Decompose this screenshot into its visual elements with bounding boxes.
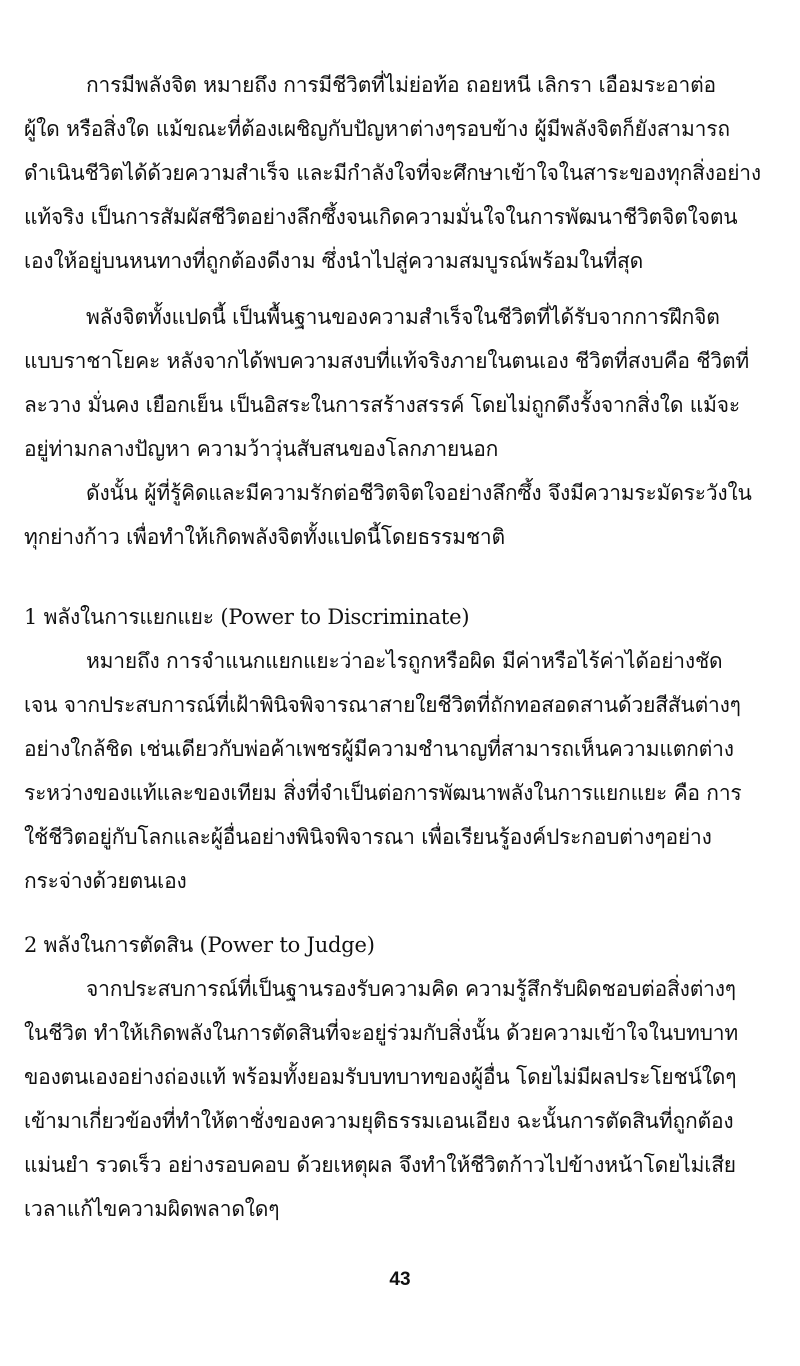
section-1-line-1: หมายถึง การจำแนกแยกแยะว่าอะไรถูกหรือผิด มีค่าหรือไร้ค่าได้อย่างชัด [86,649,723,673]
paragraph-2-line-1: พลังจิตทั้งแปดนี้ เป็นพื้นฐานของความสำเร็จในชีวิตที่ได้รับจากการฝึกจิต [86,305,720,329]
section-1-line-6: กระจ่างด้วยตนเอง [24,869,187,893]
section-2-line-3: ของตนเองอย่างถ่องแท้ พร้อมทั้งยอมรับบทบาทของผู้อื่น โดยไม่มีผลประโยชน์ใดๆ [24,1065,737,1089]
section-1-line-2: เจน จากประสบการณ์ที่เฝ้าพินิจพิจารณาสายใยชีวิตที่ถักทอสอดสานด้วยสีสันต่างๆ [24,693,741,717]
paragraph-2-line-4: อยู่ท่ามกลางปัญหา ความว้าวุ่นสับสนของโลกภายนอก [24,437,499,461]
paragraph-1-line-4: แท้จริง เป็นการสัมผัสชีวิตอย่างลึกซึ้งจนเกิดความมั่นใจในการพัฒนาชีวิตจิตใจตน [24,205,738,229]
section-2-line-4: เข้ามาเกี่ยวข้องที่ทำให้ตาชั่งของความยุติธรรมเอนเอียง ฉะนั้นการตัดสินที่ถูกต้อง [24,1109,734,1133]
paragraph-3-line-2: ทุกย่างก้าว เพื่อทำให้เกิดพลังจิตทั้งแปดนี้โดยธรรมชาติ [24,525,505,549]
section-1-line-5: ใช้ชีวิตอยู่กับโลกและผู้อื่นอย่างพินิจพิจารณา เพื่อเรียนรู้องค์ประกอบต่างๆอย่าง [24,825,712,849]
section-1-line-3: อย่างใกล้ชิด เช่นเดียวกับพ่อค้าเพชรผู้มีความชำนาญที่สามารถเห็นความแตกต่าง [24,737,734,761]
paragraph-1-line-3: ดำเนินชีวิตได้ด้วยความสำเร็จ และมีกำลังใจที่จะศึกษาเข้าใจในสาระของทุกสิ่งอย่าง [24,161,761,185]
section-1-heading: 1 พลังในการแยกแยะ (Power to Discriminate) [24,605,470,629]
paragraph-1-line-2: ผู้ใด หรือสิ่งใด แม้ขณะที่ต้องเผชิญกับปัญหาต่างๆรอบข้าง ผู้มีพลังจิตก็ยังสามารถ [24,117,730,141]
page-number: 43 [389,1269,411,1290]
section-2-line-2: ในชีวิต ทำให้เกิดพลังในการตัดสินที่จะอยู่ร่วมกับสิ่งนั้น ด้วยความเข้าใจในบทบาท [24,1021,739,1045]
section-2-heading: 2 พลังในการตัดสิน (Power to Judge) [24,933,375,957]
section-2-line-6: เวลาแก้ไขความผิดพลาดใดๆ [24,1197,280,1221]
section-2-line-1: จากประสบการณ์ที่เป็นฐานรองรับความคิด ความรู้สึกรับผิดชอบต่อสิ่งต่างๆ [86,977,736,1001]
section-2-line-5: แม่นยำ รวดเร็ว อย่างรอบคอบ ด้วยเหตุผล จึงทำให้ชีวิตก้าวไปข้างหน้าโดยไม่เสีย [24,1153,736,1177]
paragraph-2-line-2: แบบราชาโยคะ หลังจากได้พบความสงบที่แท้จริงภายในตนเอง ชีวิตที่สงบคือ ชีวิตที่ [24,349,750,373]
paragraph-3-line-1: ดังนั้น ผู้ที่รู้คิดและมีความรักต่อชีวิตจิตใจอย่างลึกซึ้ง จึงมีความระมัดระวังใน [86,481,752,505]
paragraph-2-line-3: ละวาง มั่นคง เยือกเย็น เป็นอิสระในการสร้างสรรค์ โดยไม่ถูกดึงรั้งจากสิ่งใด แม้จะ [24,393,740,417]
section-1-line-4: ระหว่างของแท้และของเทียม สิ่งที่จำเป็นต่อการพัฒนาพลังในการแยกแยะ คือ การ [24,781,742,805]
paragraph-1-line-1: การมีพลังจิต หมายถึง การมีชีวิตที่ไม่ย่อท้อ ถอยหนี เลิกรา เอือมระอาต่อ [86,73,716,97]
paragraph-1-line-5: เองให้อยู่บนหนทางที่ถูกต้องดีงาม ซึ่งนำไปสู่ความสมบูรณ์พร้อมในที่สุด [24,249,644,273]
